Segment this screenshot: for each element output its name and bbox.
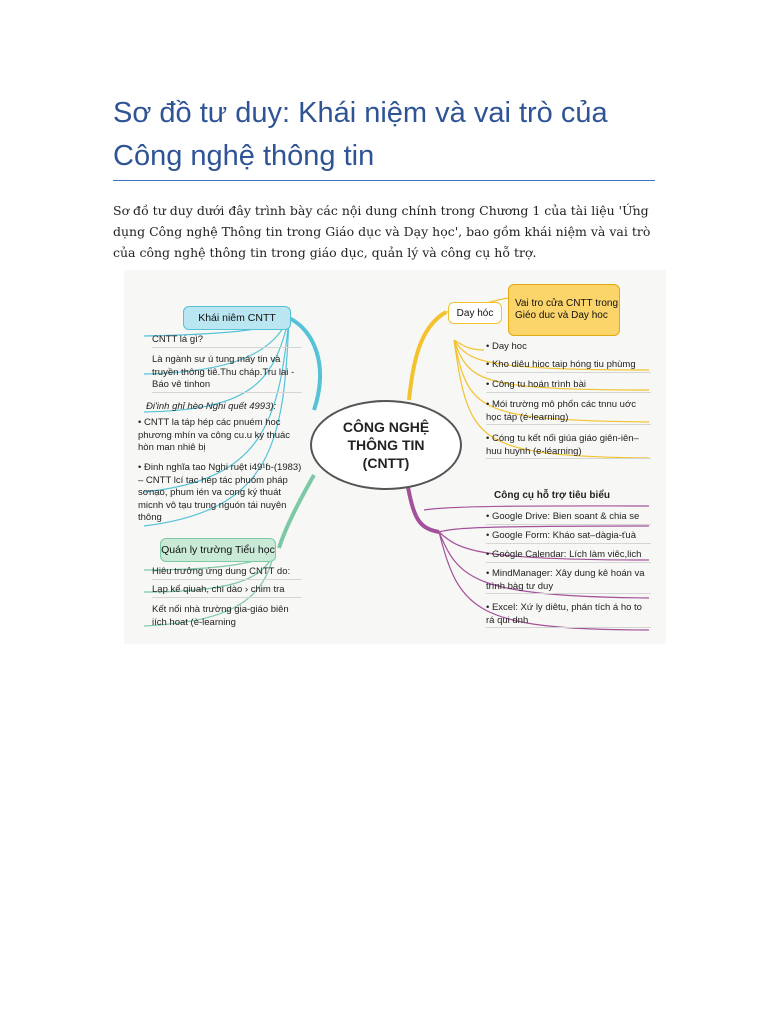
tool-item-2: • Google Form: Kháo sat–dàgia-ťuà — [486, 530, 651, 544]
role-item-4: • Mói trường mô phốn các tnnu uớc học táp (é-learning) — [486, 399, 651, 425]
node-role-heading — [508, 284, 620, 336]
center-line-3: (CNTT) — [362, 455, 410, 471]
management-item-1: Hiêu trưởng ứng dung CNTT do: — [152, 566, 302, 580]
tool-item-4: • MindManager: Xây dung kê hoán va trình bàg tư duy — [486, 568, 651, 594]
management-item-3: Kết nối nhà trường gia‑giáo biên iích hoat (è-learning — [152, 604, 289, 628]
center-line-1: CÔNG NGHỆ — [342, 419, 430, 435]
node-management-label: Quán ly trường Tiểu học — [161, 544, 275, 556]
document-title: Sơ đồ tư duy: Khái niệm và vai trò của Công nghệ thông tin — [113, 97, 608, 172]
concept-item-2: Là ngành sư ú tung máy tin và truyền thông tiê.Thu cháp.Tru lai - Báo vê tinhon — [152, 354, 302, 393]
concept-item-1: CNTT lá gì? — [152, 334, 302, 348]
node-school-management — [160, 538, 276, 562]
tool-item-1: • Google Drive: Bien soant & chia se — [486, 511, 651, 525]
concept-item-5: • Đinh nghĩa tao Nghi ruệt i49¹ɓ-(1983) – CNTT lcí tac hép tác phuóm pháp sơnạo, phum ién va cong ký thuát micnh vô tạu trung nguón tái nuyên thông — [138, 462, 304, 525]
role-item-2: • Kho diêu hioc taip hóng tiu phùmg — [486, 359, 651, 373]
node-day-hoc-label: Day hóc — [456, 307, 494, 319]
management-item-2: Lạp kế qiuah, chi dào › chim tra — [152, 584, 302, 598]
branch-line-teaching — [409, 312, 446, 400]
role-item-5: • Cóng tu kết nối giúa giáo giên-iên– huu huynh (e-léarning) — [486, 433, 651, 459]
mindmap-image — [124, 270, 666, 644]
concept-item-4: • CNTT la táp hép các pnuém hoc phương mhín va công cu.u ky thuác hòn man nhiê bị — [138, 417, 304, 455]
node-concept-cntt — [183, 306, 291, 330]
role-item-1: • Day hoc — [486, 341, 646, 354]
branch-line-tools — [407, 482, 439, 532]
role-item-3: • Công tu hoán trình bài — [486, 379, 651, 393]
node-day-hoc — [448, 302, 502, 324]
node-concept-label: Khái niêm CNTT — [198, 312, 276, 324]
intro-paragraph: Sơ đồ tư duy dưới đây trình bày các nội dung chính trong Chương 1 của tài liệu 'Ứng dụng Công nghệ Thông tin trong Giáo dục và Dạy học', bao gồm khái niệm và vai trò của công nghệ thông tin trong giáo dục, quản lý và công cụ hỗ trợ. — [113, 203, 651, 260]
role-heading-text: Vai tro cửa CNTT trong Giéo duc và Day hoc — [515, 297, 619, 321]
concept-item-3: Đi'inh ghỉ hèo Nghi quết 4993): — [146, 401, 277, 412]
tool-item-3: • Goògle Calendar: Lích làm viêc,lich — [486, 549, 651, 563]
tools-heading: Công cụ hỗ trợ tiêu biểu — [494, 490, 610, 501]
center-line-2: THÔNG TIN — [347, 437, 425, 453]
mindmap-center-node — [310, 400, 462, 490]
tool-item-5: • Excel: Xứ ly diêtu, phán tích á ho to rá qui dnh — [486, 602, 651, 628]
title-divider — [113, 180, 655, 181]
